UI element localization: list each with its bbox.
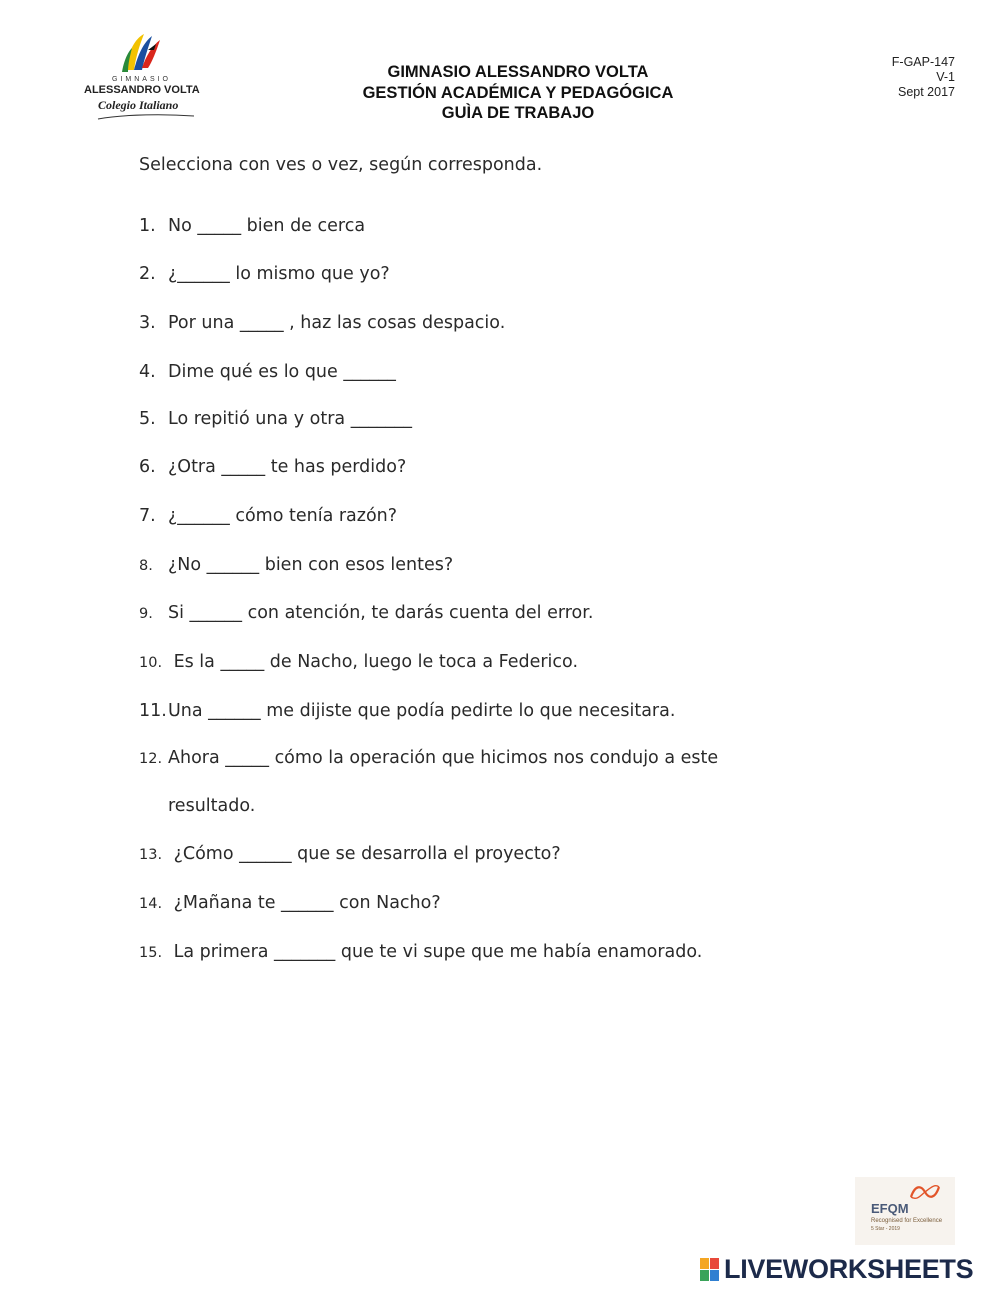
logo-line-3: Colegio Italiano	[98, 98, 179, 112]
document-code	[892, 55, 955, 100]
header-title-line: GESTIÓN ACADÉMICA Y PEDAGÓGICA	[362, 83, 674, 102]
list-item	[139, 216, 365, 236]
document-code-line: V-1	[936, 70, 955, 84]
list-item	[139, 457, 406, 477]
item-text: Dime qué es lo que ______	[168, 362, 396, 382]
item-text: ¿______ lo mismo que yo?	[168, 264, 390, 284]
item-number: 14.	[139, 896, 163, 912]
list-item	[139, 942, 702, 962]
item-number: 6.	[139, 457, 156, 477]
item-text: La primera _______ que te vi supe que me había enamorado.	[168, 942, 703, 962]
item-text: No _____ bien de cerca	[168, 216, 366, 236]
document-header-title	[300, 62, 736, 124]
list-item	[139, 362, 396, 382]
item-number: 7.	[139, 506, 156, 526]
item-number: 13.	[139, 847, 163, 863]
school-logo	[78, 30, 208, 125]
efqm-label: EFQM	[871, 1201, 909, 1216]
list-item	[139, 796, 255, 816]
list-item	[139, 701, 675, 721]
list-item	[139, 264, 390, 284]
efqm-infinity-icon	[907, 1181, 943, 1203]
item-text: Lo repitió una y otra _______	[168, 409, 412, 429]
header-title-line: GUÌA DE TRABAJO	[441, 104, 595, 122]
list-item	[139, 652, 578, 672]
logo-line-2: ALESSANDRO VOLTA	[84, 84, 200, 96]
list-item	[139, 603, 593, 623]
list-item	[139, 506, 397, 526]
item-number: 1.	[139, 216, 156, 236]
efqm-subtitle: Recognised for Excellence	[871, 1218, 943, 1224]
item-number: 15.	[139, 945, 163, 961]
document-code-line: F-GAP-147	[891, 55, 955, 69]
item-number: 9.	[139, 606, 153, 622]
logo-line-1: GIMNASIO	[112, 76, 172, 83]
efqm-badge	[855, 1177, 955, 1245]
liveworksheets-badge-icon	[700, 1258, 720, 1282]
list-item	[139, 555, 453, 575]
item-text: Si ______ con atención, te darás cuenta del error.	[168, 603, 594, 623]
list-item	[139, 748, 718, 768]
item-text: ¿No ______ bien con esos lentes?	[168, 555, 454, 575]
item-text: ¿Cómo ______ que se desarrolla el proyecto?	[168, 844, 561, 864]
list-item	[139, 893, 441, 913]
item-number: 5.	[139, 409, 156, 429]
item-number: 4.	[139, 362, 156, 382]
item-text: Es la _____ de Nacho, luego le toca a Federico.	[168, 652, 579, 672]
logo-underline	[96, 113, 196, 121]
item-number: 12.	[139, 751, 163, 767]
item-number: 10.	[139, 655, 163, 671]
list-item	[139, 409, 412, 429]
item-number: 8.	[139, 558, 153, 574]
school-crest-icon	[118, 30, 168, 76]
header-title-line: GIMNASIO ALESSANDRO VOLTA	[387, 63, 649, 81]
item-text: Por una _____ , haz las cosas despacio.	[168, 313, 506, 333]
item-text: ¿Otra _____ te has perdido?	[168, 457, 407, 477]
item-text: Una ______ me dijiste que podía pedirte lo que necesitara.	[168, 701, 676, 721]
item-number: 11.	[139, 701, 167, 721]
efqm-detail: 5 Star - 2019	[871, 1226, 900, 1232]
list-item	[139, 844, 561, 864]
liveworksheets-label: LIVEWORKSHEETS	[724, 1254, 974, 1284]
item-text: ¿______ cómo tenía razón?	[168, 506, 398, 526]
item-text: Ahora _____ cómo la operación que hicimos nos condujo a este	[168, 748, 719, 768]
list-item	[139, 313, 505, 333]
item-text: resultado.	[168, 796, 256, 816]
item-number: 2.	[139, 264, 156, 284]
document-code-line: Sept 2017	[898, 85, 955, 99]
item-text: ¿Mañana te ______ con Nacho?	[168, 893, 441, 913]
item-number: 3.	[139, 313, 156, 333]
instruction-text: Selecciona con ves o vez, según corresponda.	[139, 155, 543, 175]
